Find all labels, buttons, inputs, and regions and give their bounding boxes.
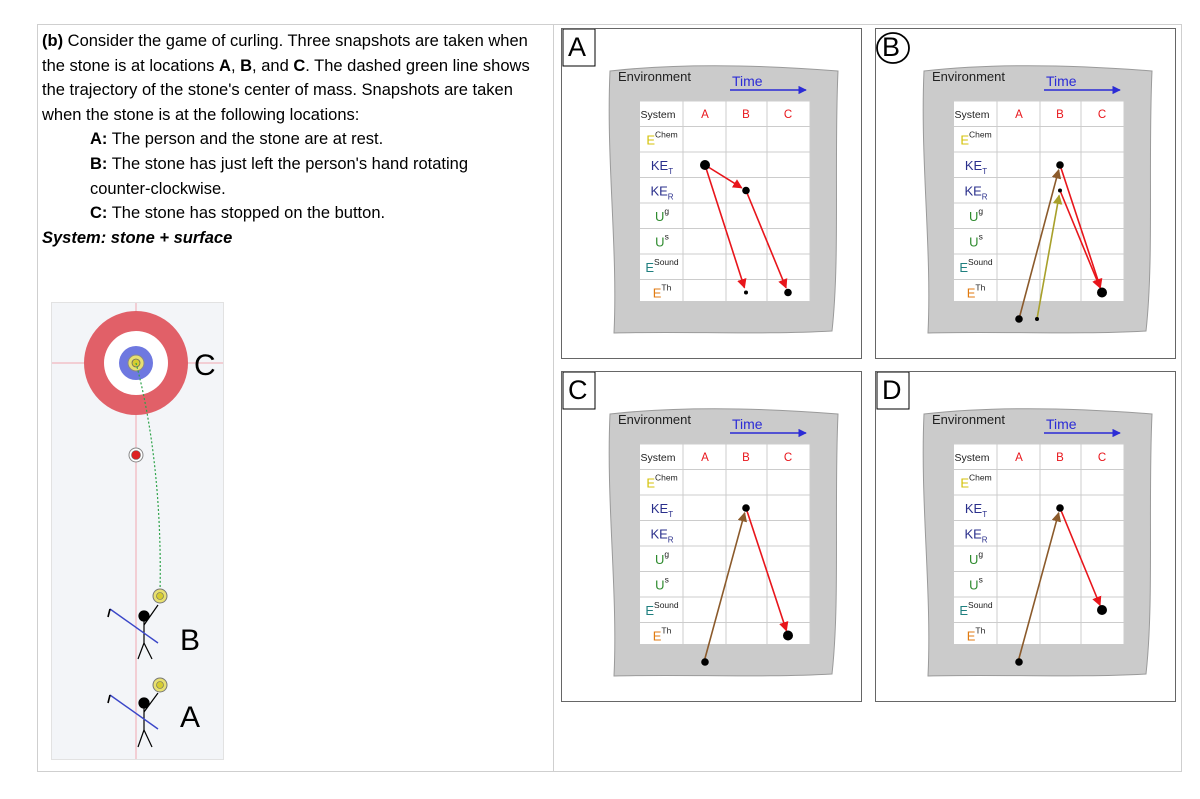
row-label: $E^{Th}$	[966, 282, 986, 301]
row-label: $U^s$	[969, 231, 983, 250]
time-label: Time	[732, 416, 763, 432]
question-text	[42, 29, 552, 250]
item-b: B: The stone has just left the person's hand rotating	[90, 154, 468, 173]
energy-dot	[784, 289, 792, 297]
row-label: $E^{Th}$	[652, 625, 672, 644]
energy-dot	[742, 504, 750, 512]
row-label: $KE_T$	[650, 501, 674, 519]
column-header: C	[1097, 452, 1107, 464]
energy-diagram-c	[562, 372, 861, 701]
column-header: System	[640, 109, 676, 121]
option-panel-a[interactable]	[561, 28, 862, 359]
item-c: C: The stone has stopped on the button.	[90, 204, 386, 223]
row-label: $U^g$	[654, 549, 670, 567]
row-label: $E^{Sound}$	[645, 600, 679, 618]
energy-dot	[1035, 317, 1039, 321]
energy-dot	[701, 658, 709, 666]
column-header: A	[701, 109, 709, 121]
row-label: $E^{Chem}$	[646, 129, 678, 148]
option-label: D	[882, 375, 902, 405]
row-label: $U^s$	[655, 231, 669, 250]
column-header: C	[1097, 109, 1107, 121]
option-label: B	[882, 32, 901, 62]
option-label: A	[568, 32, 587, 62]
row-label: $E^{Sound}$	[645, 257, 679, 275]
energy-dot	[742, 187, 750, 195]
row-label: $U^g$	[654, 206, 670, 224]
curling-rink-image	[51, 302, 224, 760]
environment-label: Environment	[618, 412, 691, 427]
time-label: Time	[1046, 416, 1077, 432]
time-label: Time	[1046, 73, 1077, 89]
column-header: System	[954, 452, 990, 464]
energy-diagram-a	[562, 29, 861, 358]
row-label: $E^{Chem}$	[960, 472, 992, 491]
energy-dot	[1015, 315, 1023, 323]
rink-drawing	[52, 303, 223, 759]
row-label: $KE_T$	[964, 158, 988, 176]
column-header: A	[701, 452, 709, 464]
energy-dot	[700, 160, 710, 170]
energy-diagram-d	[876, 372, 1175, 701]
energy-dot	[744, 291, 748, 295]
option-panel-b[interactable]	[875, 28, 1176, 359]
column-header: B	[1056, 109, 1064, 121]
column-header: C	[783, 109, 793, 121]
column-header: A	[1015, 452, 1023, 464]
environment-label: Environment	[932, 412, 1005, 427]
row-label: $E^{Th}$	[966, 625, 986, 644]
row-label: $KE_T$	[964, 501, 988, 519]
column-header: C	[783, 452, 793, 464]
question-intro: (b) Consider the game of curling. Three snapshots are taken when the stone is at locations A, B, and C. The dashed green line shows the trajectory of the stone's center of mass. Snapshots are taken when the stone is at the following locations:	[42, 32, 530, 124]
column-header: B	[1056, 452, 1064, 464]
rink-label-a: A	[180, 701, 201, 734]
row-label: $KE_R$	[650, 183, 674, 202]
column-divider	[553, 24, 554, 772]
energy-dot	[1056, 504, 1064, 512]
energy-dot	[1058, 189, 1062, 193]
energy-dot	[1097, 288, 1107, 298]
option-panel-c[interactable]	[561, 371, 862, 702]
row-label: $U^g$	[968, 549, 984, 567]
row-label: $E^{Sound}$	[959, 600, 993, 618]
row-label: $U^s$	[655, 574, 669, 593]
row-label: $KE_R$	[964, 526, 988, 545]
row-label: $KE_R$	[650, 526, 674, 545]
item-a: A: The person and the stone are at rest.	[90, 130, 384, 149]
row-label: $KE_T$	[650, 158, 674, 176]
column-header: A	[1015, 109, 1023, 121]
rink-label-b: B	[180, 624, 201, 657]
row-label: $KE_R$	[964, 183, 988, 202]
energy-diagram-b	[876, 29, 1175, 358]
option-panel-d[interactable]	[875, 371, 1176, 702]
row-label: $E^{Chem}$	[646, 472, 678, 491]
column-header: System	[954, 109, 990, 121]
option-label: C	[568, 375, 588, 405]
row-label: $U^g$	[968, 206, 984, 224]
energy-dot	[783, 631, 793, 641]
column-header: B	[742, 452, 750, 464]
part-label: (b)	[42, 32, 64, 50]
energy-dot	[1097, 605, 1107, 615]
row-label: $E^{Sound}$	[959, 257, 993, 275]
row-label: $E^{Th}$	[652, 282, 672, 301]
column-header: System	[640, 452, 676, 464]
rink-label-c: C	[194, 349, 216, 382]
system-definition: System: stone + surface	[42, 228, 233, 247]
time-label: Time	[732, 73, 763, 89]
row-label: $U^s$	[969, 574, 983, 593]
column-header: B	[742, 109, 750, 121]
environment-label: Environment	[618, 69, 691, 84]
energy-dot	[1015, 658, 1023, 666]
environment-label: Environment	[932, 69, 1005, 84]
item-b-cont: counter-clockwise.	[90, 179, 226, 198]
row-label: $E^{Chem}$	[960, 129, 992, 148]
energy-dot	[1056, 161, 1064, 169]
